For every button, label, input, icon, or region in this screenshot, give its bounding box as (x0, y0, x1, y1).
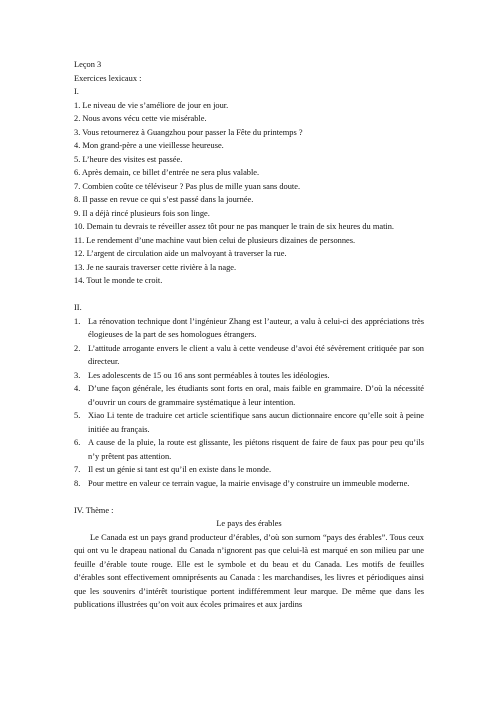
item-text: Pour mettre en valeur ce terrain vague, la mairie envisage d’y construire un immeuble moderne. (88, 478, 410, 488)
list-item: 8. Il passe en revue ce qui s’est passé dans la journée. (74, 195, 254, 204)
list-item: 5. L’heure des visites est passée. (74, 154, 183, 164)
list-item: 4. Mon grand-père a une vieillesse heureuse. (74, 141, 224, 150)
section-1-list (74, 99, 424, 288)
list-item: 9. Il a déjà rincé plusieurs fois son linge. (74, 208, 210, 218)
list-item: 11. Le rendement d’une machine vaut bien celui de plusieurs dizaines de personnes. (74, 235, 356, 245)
item-number: 5. (74, 411, 81, 420)
item-number: 7. (74, 465, 81, 474)
section-2-list (74, 315, 424, 491)
item-number: 8. (74, 478, 81, 488)
list-item: 1. Le niveau de vie s’améliore de jour en jour. (74, 100, 229, 110)
list-item: 12. L’argent de circulation aide un malvoyant à traverser la rue. (74, 249, 287, 258)
list-item (74, 315, 424, 342)
item-number: 1. (74, 316, 81, 326)
document-page (74, 58, 424, 612)
item-text: D’une façon générale, les étudiants sont forts en oral, mais faible en grammaire. D’où la nécessité d’ouvrir un cours de grammaire systématique à leur intention. (88, 384, 424, 407)
item-text: L’attitude arrogante envers le client a valu à cette vendeuse d’avoi été sévèrement critiquée par son directeur. (88, 343, 424, 366)
list-item (74, 436, 424, 463)
section-2-label: II. (74, 303, 82, 312)
list-item (74, 463, 424, 477)
theme-paragraph: Le Canada est un pays grand producteur d’érables, d’où son surnom “pays des érables”. Tous ceux qui ont vu le drapeau national du Canada n’ignorent pas que celui-là est marqué en son milieu par une feuille d’érable toute rouge. Elle est le symbole et du beau et du Canada. Les motifs de feuilles d’érables sont effectivement omniprésents au Canada : les marchandises, les livres et périodiques ainsi que les souvenirs d’intérêt touristique portent indifféremment leur marque. De même que dans les publications illustrées qu’on voit aux écoles primaires et aux jardins (74, 532, 424, 609)
item-number: 2. (74, 343, 81, 353)
list-item: 6. Après demain, ce billet d’entrée ne sera plus valable. (74, 168, 260, 177)
list-item: 7. Combien coûte ce téléviseur ? Pas plus de mille yuan sans doute. (74, 181, 301, 191)
section-1-label: I. (74, 87, 79, 96)
item-text: Il est un génie si tant est qu’il en existe dans le monde. (88, 465, 272, 474)
list-item: 14. Tout le monde te croit. (74, 276, 163, 285)
item-text: Les adolescents de 15 ou 16 ans sont perméables à toutes les idéologies. (88, 370, 330, 380)
item-number: 3. (74, 370, 81, 380)
theme-title: Le pays des érables (216, 519, 282, 528)
lesson-title: Leçon 3 (74, 60, 102, 69)
item-text: Xiao Li tente de traduire cet article scientifique sans aucun dictionnaire encore qu’elle soit à peine initiée au français. (88, 411, 424, 434)
exercises-heading: Exercices lexicaux : (74, 73, 142, 83)
list-item: 3. Vous retournerez à Guangzhou pour passer la Fête du printemps ? (74, 127, 303, 137)
list-item (74, 409, 424, 436)
section-4-label: IV. Thème : (74, 505, 114, 515)
list-item (74, 382, 424, 409)
item-number: 4. (74, 384, 81, 393)
item-number: 6. (74, 438, 81, 447)
list-item (74, 477, 424, 491)
list-item (74, 369, 424, 383)
list-item: 2. Nous avons vécu cette vie misérable. (74, 114, 207, 123)
list-item: 13. Je ne saurais traverser cette rivière à la nage. (74, 262, 237, 272)
item-text: La rénovation technique dont l’ingénieur Zhang est l’auteur, a valu à celui-ci des appréciations très élogieuses de la part de ses homologues étrangers. (88, 316, 424, 339)
list-item (74, 342, 424, 369)
item-text: A cause de la pluie, la route est glissante, les piétons risquent de faire de faux pas pour peu qu’ils n’y prêtent pas attention. (88, 438, 424, 461)
list-item: 10. Demain tu devrais te réveiller assez tôt pour ne pas manquer le train de six heures du matin. (74, 222, 395, 231)
